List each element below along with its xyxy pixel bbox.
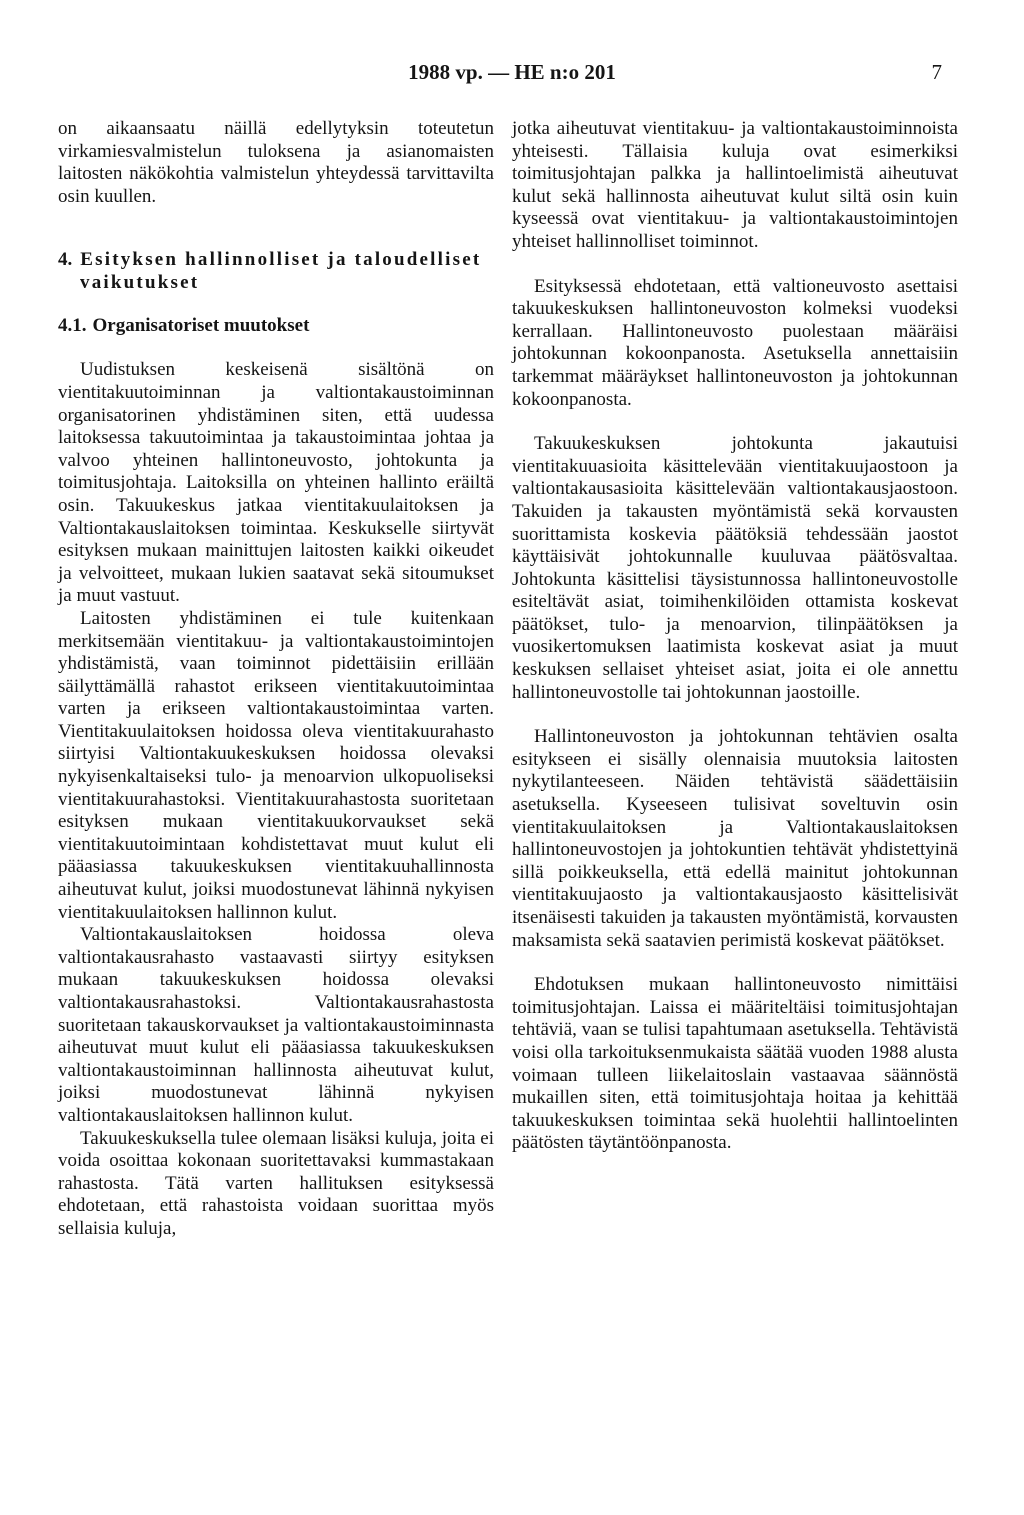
header-title: 1988 vp. — HE n:o 201 — [408, 60, 616, 84]
section-title: Esityksen hallinnolliset ja taloudelliset vaikutukset — [80, 249, 482, 294]
right-column — [512, 118, 958, 1155]
subsection-title: Organisatoriset muutokset — [92, 315, 310, 337]
section-heading — [58, 248, 494, 294]
body-paragraph: Takuukeskuksen johtokunta jakautuisi vientitakuuasioita käsittelevään vientitakuujaostoon ja valtiontakausasioita käsittelevään valtiontakausjaostoon. Takuiden ja takausten myöntämistä sekä korvausten suorittamista koskevia päätöksiä tehdessään jaostot käyttäisivät johtokunnalle kuuluvaa päätösvaltaa. Johtokunta käsittelisi täysistunnossa hallintoneuvostolle esiteltävät asiat, toimihenkilöiden ottamista koskevat päätökset, tulo- ja menoarvion, tilinpäätöksen ja vuosikertomuksen laatimista koskevat asiat ja muut keskuksen sellaiset yhteiset asiat, joita ei ole annettu hallintoneuvostolle tai johtokunnan jaostoille. — [512, 433, 958, 703]
body-paragraph: Takuukeskuksella tulee olemaan lisäksi kuluja, joita ei voida osoittaa kokonaan suoritettavaksi kummastakaan rahastosta. Tätä varten hallituksen esityksessä ehdotetaan, että rahastoista voidaan suorittaa myös sellaisia kuluja, — [58, 1127, 494, 1239]
body-paragraph: Esityksessä ehdotetaan, että valtioneuvosto asettaisi takuukeskuksen hallintoneuvoston kolmeksi vuodeksi kerrallaan. Hallintoneuvosto puolestaan määräisi johtokunnan kokoonpanosta. Asetuksella annettaisiin tarkemmat määräykset hallintoneuvoston ja johtokunnan kokoonpanosta. — [512, 275, 958, 410]
left-column — [58, 118, 494, 1241]
body-paragraph: Laitosten yhdistäminen ei tule kuitenkaan merkitsemään vientitakuu- ja valtiontakaustoimintojen yhdistämistä, vaan toiminnot pidettäisiin erillään säilyttämällä rahastot erikseen vientitakuutoimintaa varten ja erikseen valtiontakaustoimintaa varten. Vientitakuulaitoksen hoidossa oleva vientitakuurahasto siirtyisi Valtiontakuukeskuksen hoidossa olevaksi nykyisenkaltaiseksi tulo- ja menoarvion ulkopuoliseksi vientitakuurahastoksi. Vientitakuurahastosta suoritetaan esityksen mukaan vientitakuukorvaukset sekä vientitakuutoimintaan kohdistettavat muut kulut eli pääasiassa takuukeskuksen vientitakuuhallinnosta aiheutuvat kulut, joiksi muodostunevat lähinnä nykyisen vientitakuulaitoksen hallinnon kulut. — [58, 607, 494, 923]
body-paragraph: Hallintoneuvoston ja johtokunnan tehtävien osalta esitykseen ei sisälly olennaisia muutoksia laitosten nykytilanteeseen. Näiden tehtävistä säädettäisiin asetuksella. Kyseeseen tulisivat soveltuvin osin vientitakuulaitoksen ja Valtiontakauslaitoksen hallintoneuvostojen ja johtokuntien tehtävät yhdistettyinä sillä poikkeuksella, että edellä mainitut johtokunnan vientitakuujaosto ja valtiontakausjaosto käsittelisivät itsenäisesti takuiden ja takausten myöntämistä, korvausten maksamista sekä saatavien perimistä koskevat päätökset. — [512, 726, 958, 951]
body-paragraph: Ehdotuksen mukaan hallintoneuvosto nimittäisi toimitusjohtajan. Laissa ei määriteltäisi toimitusjohtajan tehtäviä, vaan se tulisi tapahtumaan asetuksella. Tehtävistä voisi olla tarkoituksenmukaista säätää vuoden 1988 alusta voimaan tulleen liikelaitoslain vastaavaa säännöstä mukaillen siten, että toimitusjohtaja hoitaa ja kehittää takuukeskuksen toimintaa sekä huolehtii hallintoelinten päätösten täytäntöönpanosta. — [512, 974, 958, 1154]
continuation-paragraph: jotka aiheutuvat vientitakuu- ja valtiontakaustoiminnoista yhteisesti. Tällaisia kuluja ovat esimerkiksi toimitusjohtajan palkka ja hallintoelimistä aiheutuvat kulut sekä hallinnosta aiheutuvat kulut siltä osin kuin kyseessä ovat vientitakuu- ja valtiontakaustoimintojen yhteiset hallinnolliset toiminnot. — [512, 118, 958, 252]
subsection-number: 4.1. — [58, 315, 87, 337]
section-number: 4. — [58, 249, 73, 271]
running-header — [60, 60, 964, 90]
body-paragraph: Valtiontakauslaitoksen hoidossa oleva valtiontakausrahasto vastaavasti siirtyy esityksen mukaan takuukeskuksen hoidossa olevaksi valtiontakausrahastoksi. Valtiontakausrahastosta suoritetaan takauskorvaukset ja valtiontakaustoiminnasta aiheutuvat muut kulut eli pääasiassa takuukeskuksen valtiontakaustoiminnan hallinnosta aiheutuvat kulut, joiksi muodostunevat lähinnä nykyisen valtiontakauslaitoksen hallinnon kulut. — [58, 924, 494, 1126]
body-paragraph: Uudistuksen keskeisenä sisältönä on vientitakuutoiminnan ja valtiontakaustoiminnan organisatorinen yhdistäminen siten, että uudessa laitoksessa takuutoimintaa ja takaustoimintaa johtaa ja valvoo yhteinen hallintoneuvosto, johtokunta ja toimitusjohtaja. Laitoksilla on yhteinen hallinto eräiltä osin. Takuukeskus jatkaa vientitakuulaitoksen ja Valtiontakauslaitoksen toimintaa. Keskukselle siirtyvät esityksen mukaan mainittujen laitosten kaikki oikeudet ja velvoitteet, mukaan lukien saatavat sekä sitoumukset ja muut vastuut. — [58, 359, 494, 607]
intro-paragraph: on aikaansaatu näillä edellytyksin toteutetun virkamiesvalmistelun tuloksena ja asianomaisten laitosten näkökohtia valmistelun yhteydessä tarvittavilta osin kuullen. — [58, 118, 494, 207]
page-number: 7 — [931, 60, 942, 84]
subsection-heading — [58, 314, 494, 337]
